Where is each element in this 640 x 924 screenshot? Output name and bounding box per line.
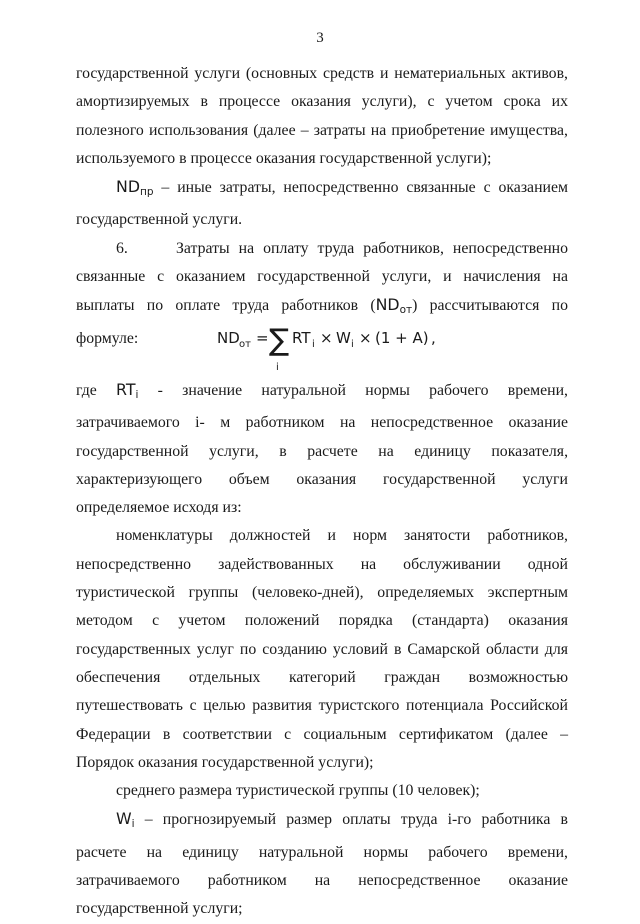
paragraph-line: группы (человеко-дней), определяемых экспертным методом с учетом — [76, 584, 568, 630]
paragraph-line: государственной услуги (основных средств и нематериальных активов, — [76, 65, 568, 82]
paragraph-rt: где $RT_i$ - значение натуральной нормы рабочего времени, затрачиваемого i- м работником на непосредственное оказание государственной услуги, в расчете на единицу показателя, характеризующего объем оказания государственной услуги определяемое исходя из: — [76, 380, 569, 517]
formula-rt-sub: i — [312, 339, 315, 350]
page-number: 3 — [316, 30, 324, 46]
sum-index: i — [276, 362, 279, 373]
symbol-w: $W_i$ — [116, 809, 135, 831]
paragraph-line: использования (далее – затраты на приобретение имущества, используемого — [76, 121, 569, 167]
paragraph-nomenclature — [76, 522, 568, 777]
formula-lhs-sub: от — [239, 339, 251, 350]
formula-rt: RT — [292, 329, 311, 347]
formula-times-1: × — [320, 329, 333, 347]
paragraph-line: положений порядка (стандарта) оказания государственных услуг по — [76, 612, 568, 658]
paragraph-line: социальным сертификатом (далее – Порядок оказания государственной — [76, 725, 569, 771]
paragraph-line: услуги); — [318, 753, 374, 771]
paragraph-line: категорий граждан возможностью путешествовать с целью развития — [76, 668, 568, 715]
formula-end: , — [431, 329, 436, 347]
formula-term-1a: (1 + A) — [375, 329, 429, 347]
paragraph-6: 6. Затраты на оплату труда работников, непосредственно связанные с оказанием государственной услуги, и начисления на выплаты по оплате труда работников $(ND_{от})$ рассчитываются по формуле: — [76, 235, 568, 353]
formula-lhs: ND — [217, 329, 240, 347]
paragraph-line: в процессе оказания государственной услуги); — [179, 149, 492, 167]
paragraph-w: $W_i$ – прогнозируемый размер оплаты труда i-го работника в расчете на единицу натуральной нормы рабочего времени, затрачиваемого работником на непосредственное оказание государственной услуги; — [76, 809, 569, 918]
paragraph-line: туристского потенциала Российской Федерации в соответствии с — [76, 697, 568, 743]
paragraph-line: амортизируемых в процессе оказания услуги), с учетом срока их полезного — [76, 93, 568, 139]
paragraph-line: непосредственно задействованных на обслуживании одной туристической — [76, 555, 568, 602]
paragraph-continuation — [76, 60, 568, 173]
paragraph-group-size: среднего размера туристической группы (10 человек); — [116, 782, 480, 800]
paragraph-line: созданию условий в Самарской области для обеспечения отдельных — [76, 640, 568, 686]
formula-svg — [0, 318, 640, 376]
paragraph-line: номенклатуры должностей и норм занятости работников, — [116, 527, 568, 545]
text-block-top — [76, 60, 568, 353]
text-block-bottom — [76, 376, 568, 924]
paragraph-number: 6. — [116, 239, 128, 257]
formula-times-2: × — [359, 329, 372, 347]
sum-symbol: ∑ — [269, 323, 290, 358]
formula-w-sub: i — [351, 339, 354, 350]
paragraph-nd-pr: $ND_{пр}$ – иные затраты, непосредственно связанные с оказанием государственной услуги. — [76, 177, 568, 229]
symbol-nd-pr: $ND_{пр}$ — [116, 177, 154, 199]
symbol-nd-ot: $ND_{от}$ — [375, 295, 413, 317]
symbol-rt: $RT_i$ — [116, 380, 139, 401]
formula-equals: = — [256, 329, 269, 347]
formula — [0, 318, 640, 376]
formula-w: W — [336, 329, 351, 347]
